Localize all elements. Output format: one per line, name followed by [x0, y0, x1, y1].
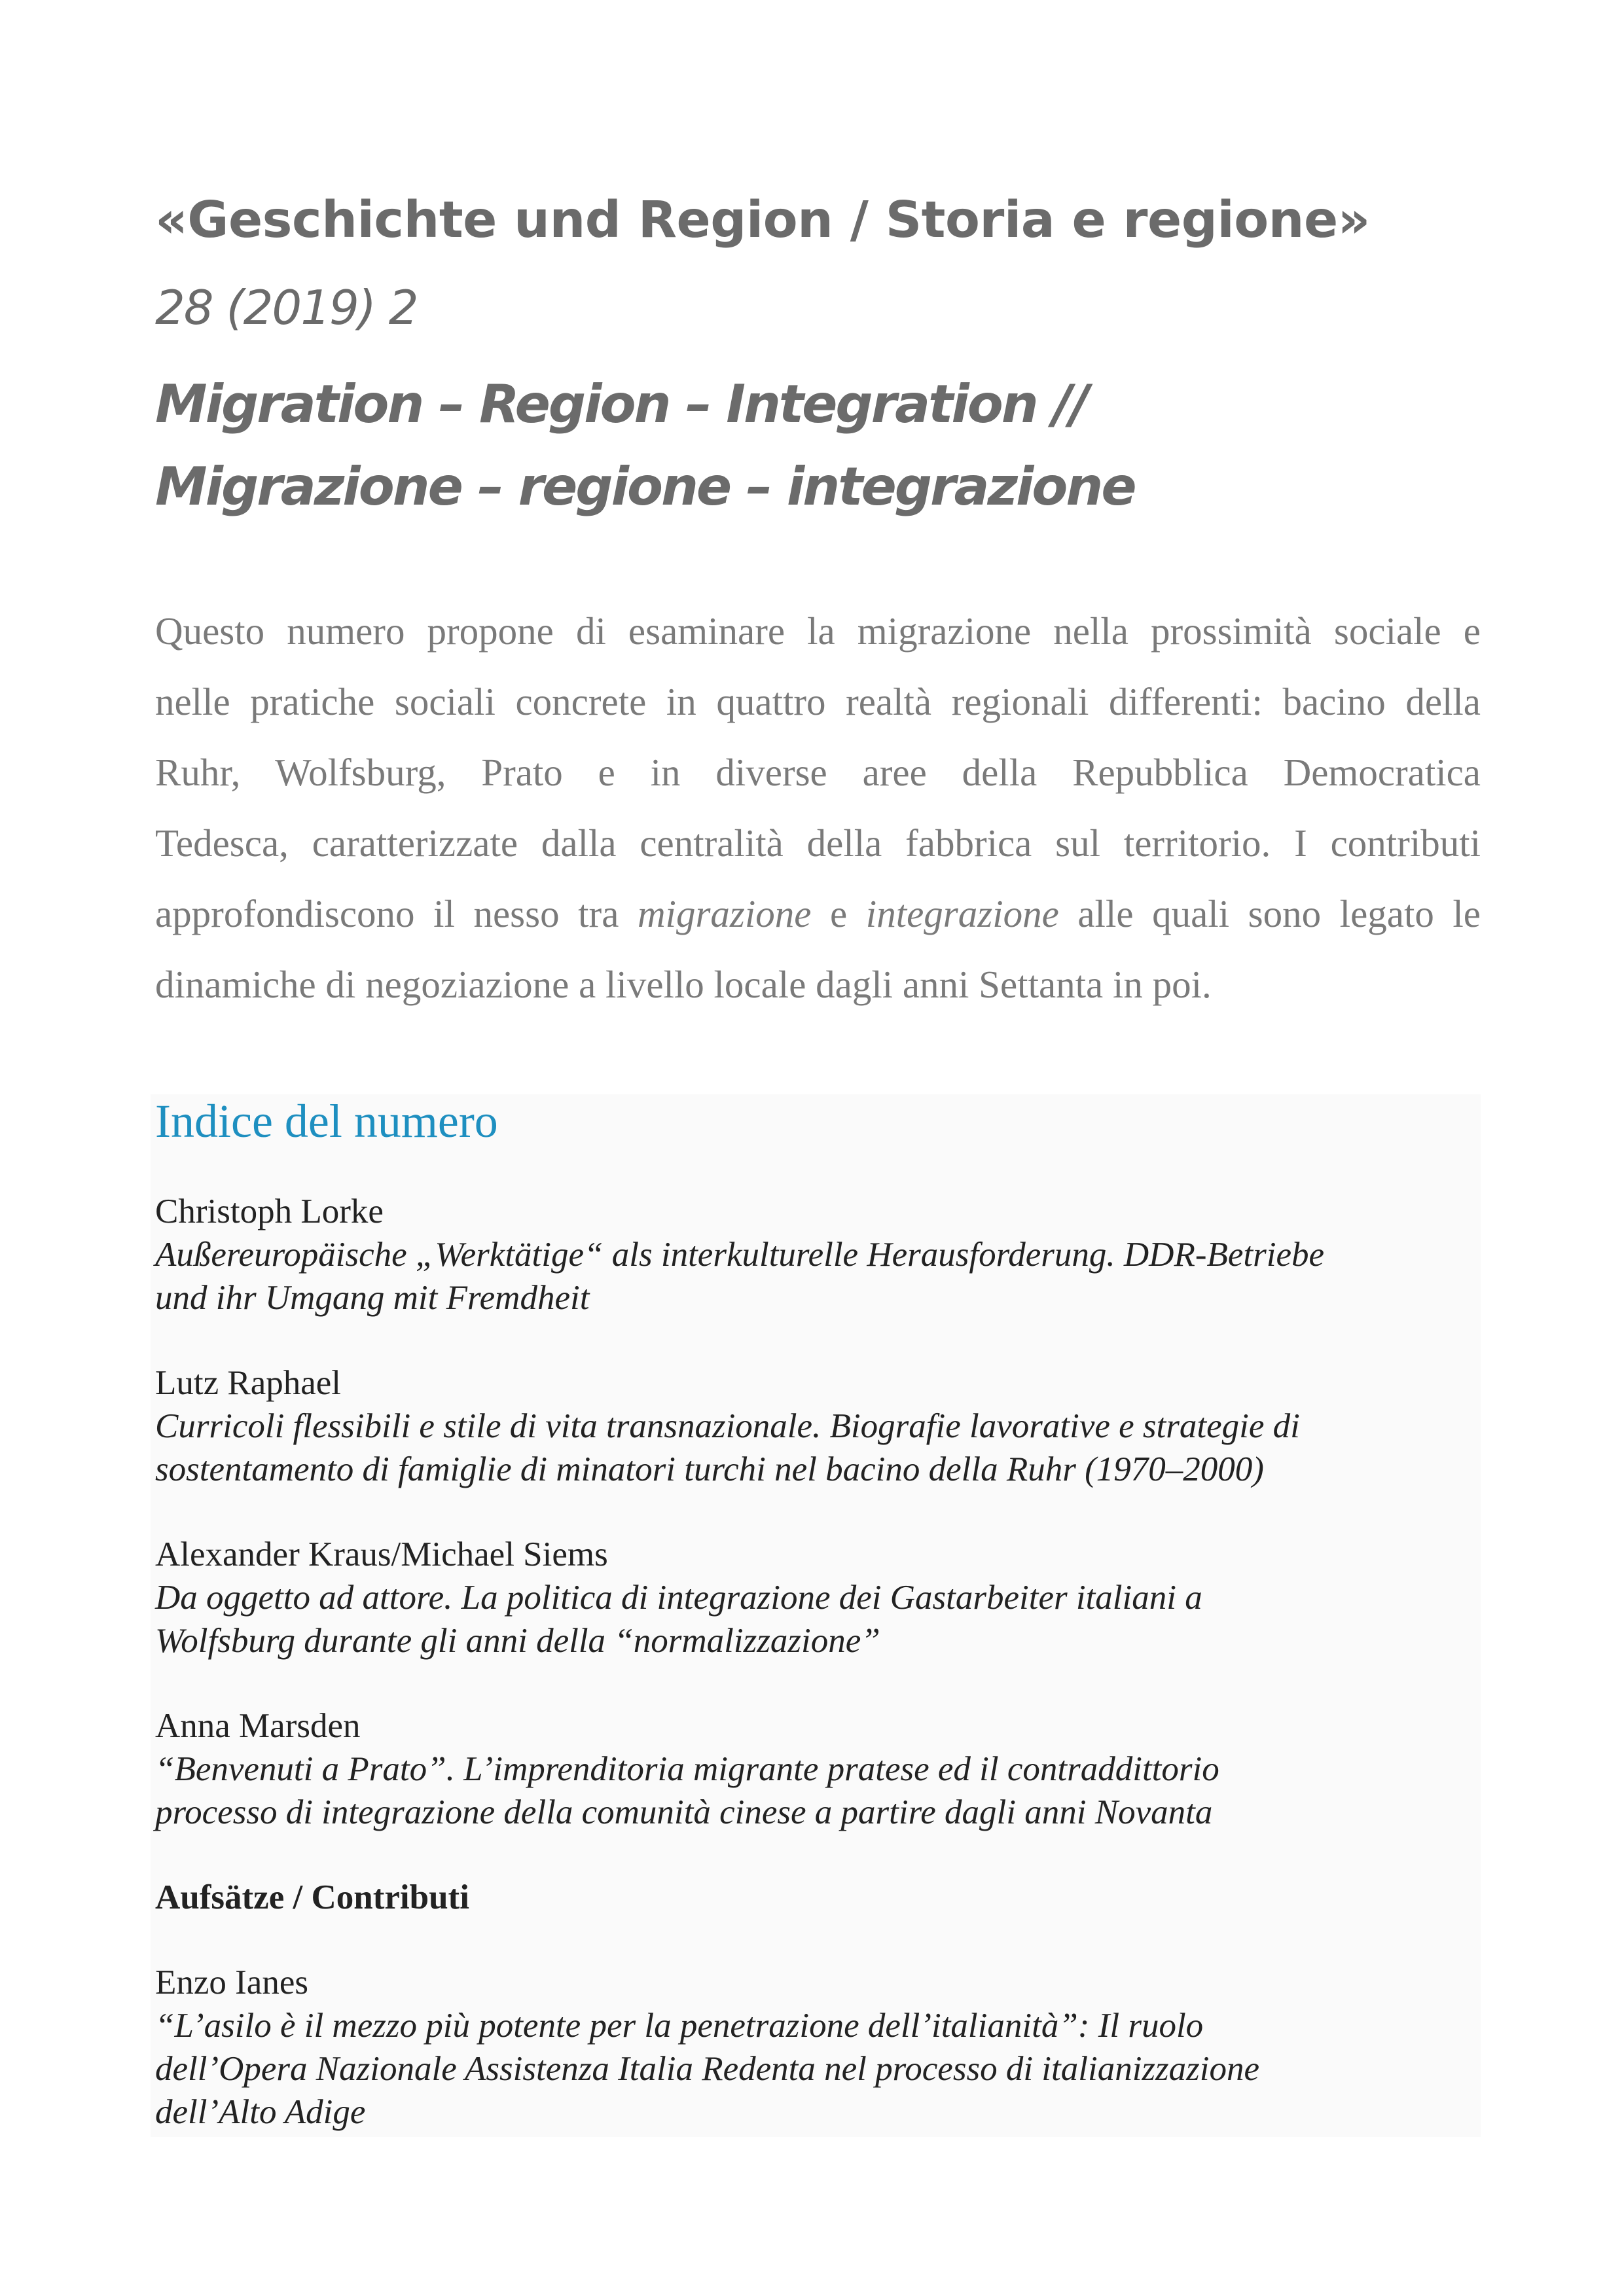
toc-author: Anna Marsden [155, 1707, 361, 1745]
abstract-text: approfondiscono il nesso tra [155, 892, 619, 935]
toc-title-line: “L’asilo è il mezzo più potente per la penetrazione dell’italianità”: Il ruolo [155, 2007, 1204, 2045]
abstract-line: nelle pratiche sociali concrete in quattro realtà regionali differenti: bacino della [155, 680, 1481, 723]
toc-article-title [155, 2004, 1481, 2134]
abstract-line: Tedesca, caratterizzate dalla centralità della fabbrica sul territorio. I contributi [155, 821, 1481, 865]
toc-author: Alexander Kraus/Michael Siems [155, 1535, 608, 1573]
abstract-emphasis-integrazione: integrazione [865, 892, 1059, 935]
toc-entry [155, 1533, 1481, 1662]
issue-abstract [155, 596, 1481, 1020]
toc-title-line: dell’Opera Nazionale Assistenza Italia Redenta nel processo di italianizzazione [155, 2050, 1260, 2088]
toc-title-line: dell’Alto Adige [155, 2093, 366, 2131]
toc-title-line: sostentamento di famiglie di minatori turchi nel bacino della Ruhr (1970–2000) [155, 1450, 1264, 1488]
abstract-text: e [830, 892, 848, 935]
toc-title-line: und ihr Umgang mit Fremdheit [155, 1279, 590, 1317]
toc-entry [155, 1190, 1481, 1319]
abstract-line: Questo numero propone di esaminare la migrazione nella prossimità sociale e [155, 609, 1481, 653]
toc-section-heading: Aufsätze / Contributi [155, 1878, 469, 1916]
toc-entry [155, 1361, 1481, 1491]
abstract-emphasis-migrazione: migrazione [637, 892, 812, 935]
toc-title-line: Wolfsburg durante gli anni della “normalizzazione” [155, 1622, 880, 1660]
toc-title-line: “Benvenuti a Prato”. L’imprenditoria migrante pratese ed il contraddittorio [155, 1750, 1219, 1788]
toc-author: Lutz Raphael [155, 1364, 342, 1402]
theme-title-line-german: Migration – Region – Integration // [155, 374, 1087, 435]
issue-theme-title [155, 363, 1135, 528]
toc-entry [155, 1704, 1481, 1834]
abstract-line: Ruhr, Wolfsburg, Prato e in diverse aree della Repubblica Democratica [155, 751, 1481, 794]
journal-title: «Geschichte und Region / Storia e regione» [155, 191, 1370, 249]
toc-author: Christoph Lorke [155, 1193, 384, 1230]
toc-article-title [155, 1576, 1481, 1662]
toc-title-line: Außereuropäische „Werktätige“ als interkulturelle Herausforderung. DDR-Betriebe [155, 1236, 1325, 1274]
abstract-line: dinamiche di negoziazione a livello locale dagli anni Settanta in poi. [155, 963, 1212, 1006]
toc-heading: Indice del numero [155, 1095, 498, 1147]
toc-article-title [155, 1405, 1481, 1491]
toc-title-line: Da oggetto ad attore. La politica di integrazione dei Gastarbeiter italiani a [155, 1579, 1202, 1617]
toc-author: Enzo Ianes [155, 1964, 308, 2001]
toc-title-line: Curricoli flessibili e stile di vita transnazionale. Biografie lavorative e strategie di [155, 1407, 1300, 1445]
theme-title-line-italian: Migrazione – regione – integrazione [155, 456, 1135, 517]
abstract-line-mixed [155, 878, 1481, 949]
toc-entry [155, 1961, 1481, 2134]
toc-list [155, 1190, 1481, 2176]
toc-article-title [155, 1233, 1481, 1319]
toc-title-line: processo di integrazione della comunità cinese a partire dagli anni Novanta [155, 1793, 1213, 1831]
issue-number: 28 (2019) 2 [155, 280, 418, 335]
toc-article-title [155, 1748, 1481, 1834]
abstract-text: alle quali sono legato le [1077, 892, 1481, 935]
